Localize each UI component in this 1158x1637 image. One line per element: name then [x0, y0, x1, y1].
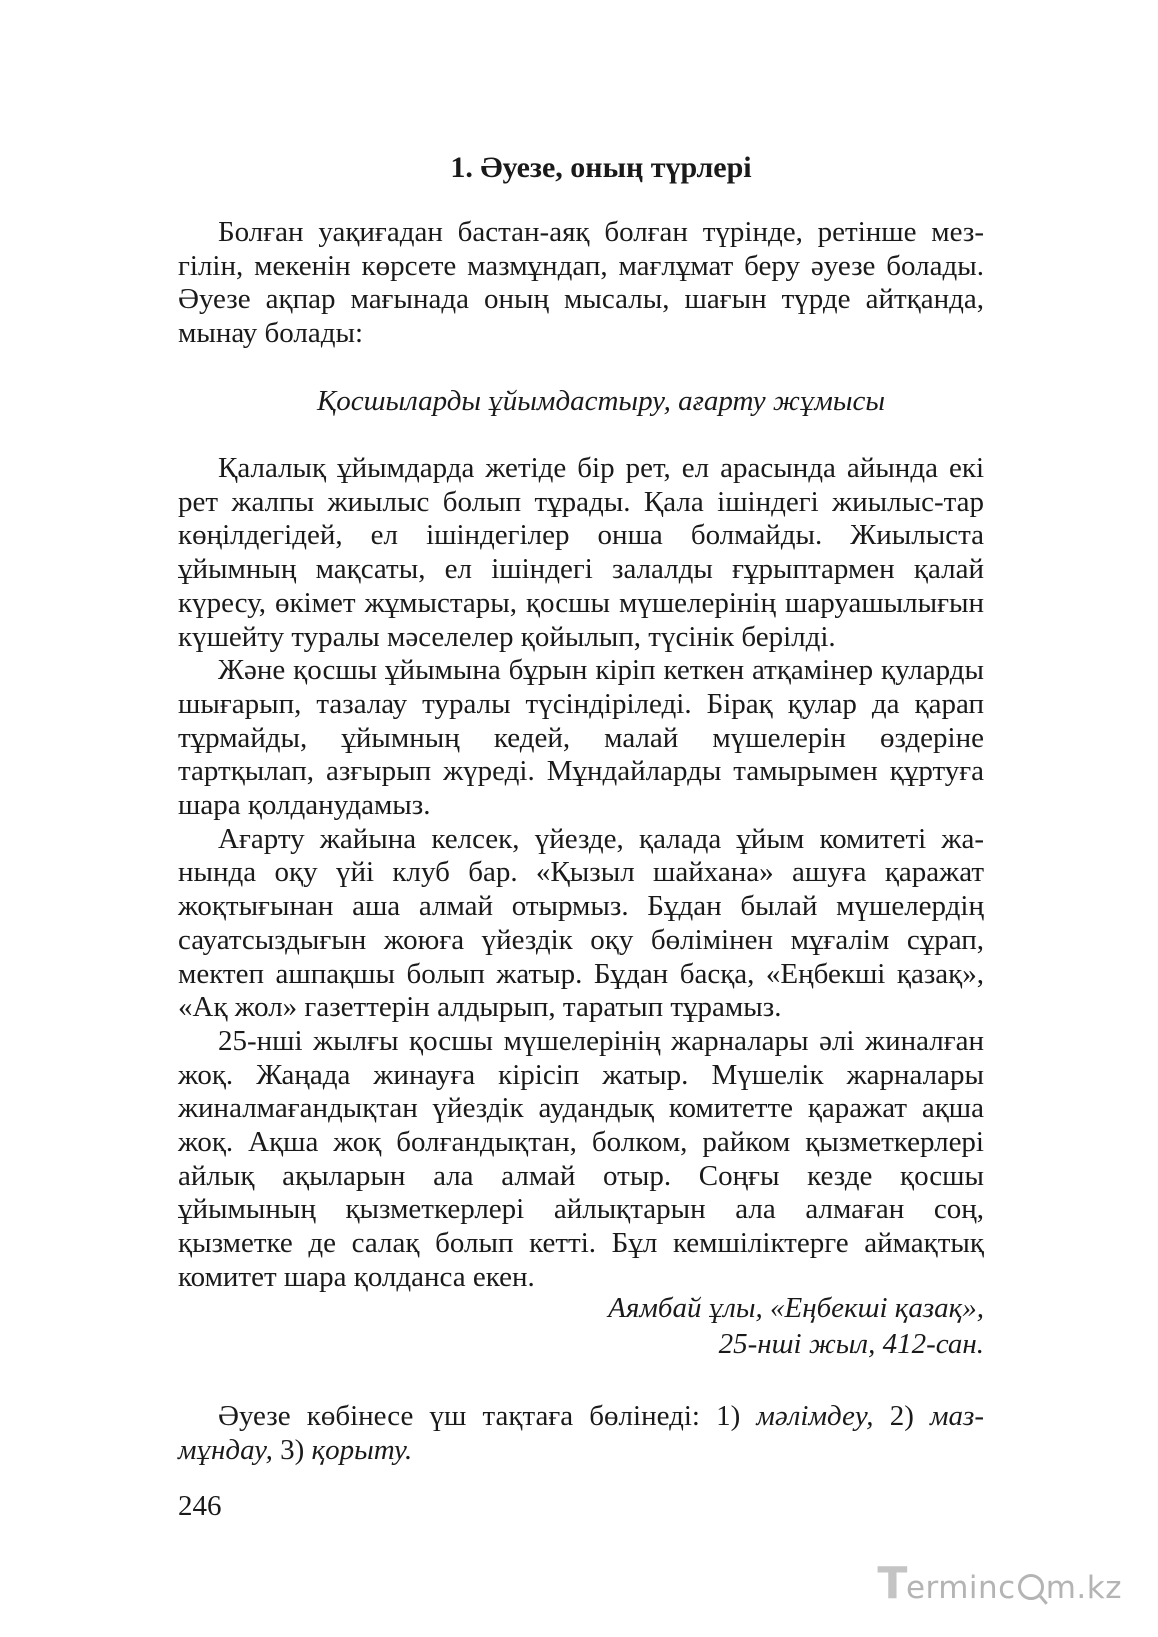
termincom-logo — [877, 1558, 1122, 1609]
outro-paragraph — [178, 1400, 984, 1467]
section-heading: 1. Әуезе, оның түрлері — [450, 151, 752, 184]
outro-item-1: мәлімдеу, — [756, 1400, 874, 1432]
signature-source: 25-нші жыл, 412-сан. — [718, 1328, 984, 1360]
logo-text-end: m.kz — [1045, 1570, 1122, 1606]
letter-paragraph: Ағарту жайына келсек, үйезде, қалада ұйым комитеті жа-нында оқу үйі клуб бар. «Қызыл шайхана» ашуға қаражат жоқтығынан аша алмай отырмыз. Бұдан былай мүшелердің сауатсыздығын жоюға үйездік оқу бөлімінен мұғалім сұрап, мектеп ашпақшы болып жатыр. Бұдан басқа, «Еңбекші қазақ», «Ақ жол» газеттерін алдырып, таратып тұрамыз. — [178, 822, 984, 1024]
intro-paragraph: Болған уақиғадан бастан-аяқ болған түрінде, ретінше мез-гілін, мекенін көрсете мазмұндап, мағлұмат беру әуезе болады. Әуезе ақпар мағынада оның мысалы, шағын түрде айтқанда, мынау болады: — [178, 216, 984, 350]
outro-separator: 2) — [873, 1400, 931, 1432]
outro-prefix: Әуезе көбінесе үш тақтаға бөлінеді: 1) — [218, 1400, 757, 1432]
example-letter — [178, 452, 984, 1295]
magnifier-icon — [1018, 1574, 1044, 1600]
outro-separator: 3) — [272, 1433, 312, 1466]
logo-initial: T — [877, 1558, 908, 1609]
page-number: 246 — [178, 1490, 222, 1522]
letter-paragraph: 25-нші жылғы қосшы мүшелерінің жарналары әлі жиналған жоқ. Жаңада жинауға кірісіп жатыр. Мүшелік жарналары жиналмағандықтан үйездік аудандық комитетте қаражат ақша жоқ. Ақша жоқ болғандықтан, болком, райком қызметкерлері айлық ақыларын ала алмай отыр. Соңғы кезде қосшы ұйымының қызметкерлері айлықтарын ала алмаған соң, қызметке де салақ болып кетті. Бұл кемшіліктерге аймақтық комитет шара қолданса екен. — [178, 1024, 984, 1293]
letter-paragraph: Және қосшы ұйымына бұрын кіріп кеткен атқамінер қуларды шығарып, тазалау туралы түсіндіріледі. Бірақ қулар да қарап тұрмайды, ұйымның кедей, малай мүшелерін өздеріне тартқылап, азғырып жүреді. Мұндайларды тамырымен құртуға шара қолданудамыз. — [178, 654, 984, 822]
outro-item-2: маз-мұндау, — [178, 1400, 984, 1466]
logo-text-middle: erminc — [905, 1570, 1016, 1606]
outro-item-3: қорыту. — [311, 1433, 413, 1466]
signature-author: Аямбай ұлы, «Еңбекші қазақ», — [608, 1292, 984, 1324]
example-title: Қосшыларды ұйымдастыру, ағарту жұмысы — [316, 385, 886, 417]
letter-paragraph: Қалалық ұйымдарда жетіде бір рет, ел арасында айында екі рет жалпы жиылыс болып тұрады. Қала ішіндегі жиылыс-тар көңілдегідей, ел ішіндегілер онша болмайды. Жиылыста ұйымның мақсаты, ел ішіндегі залалды ғұрыптармен қалай күресу, өкімет жұмыстары, қосшы мүшелерінің шаруашылығын күшейту туралы мәселелер қойылып, түсінік берілді. — [178, 452, 984, 653]
letter-signature — [178, 1290, 984, 1362]
